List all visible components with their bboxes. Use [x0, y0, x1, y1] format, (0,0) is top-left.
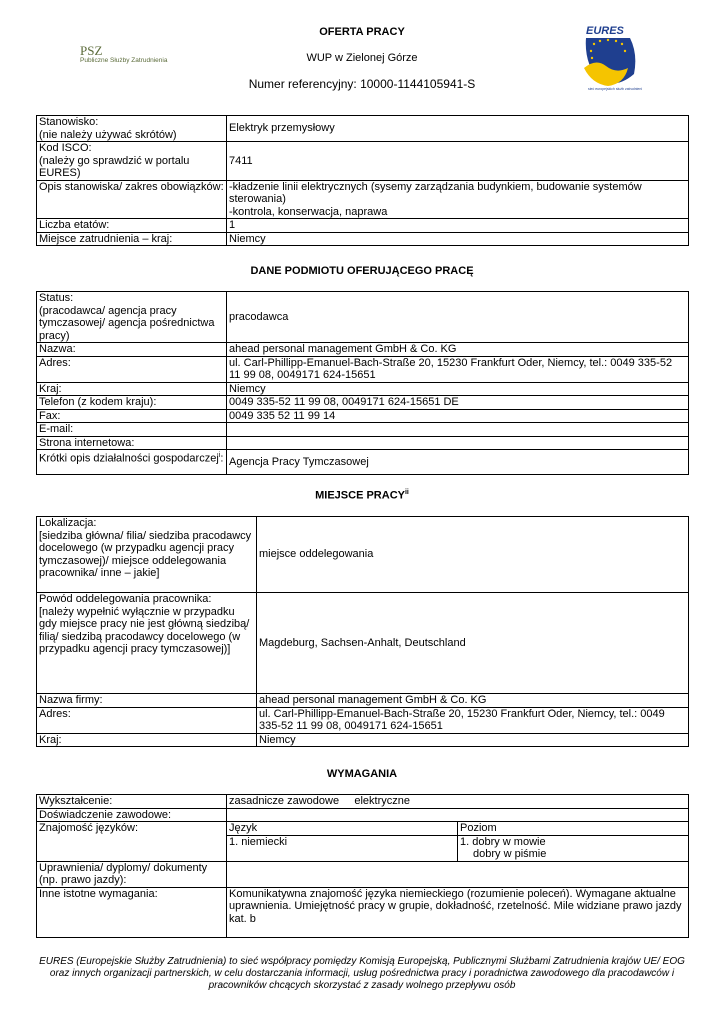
location-value: miejsce oddelegowania: [257, 517, 689, 593]
table-row: [37, 423, 689, 437]
phone-label: Telefon (z kodem kraju):: [37, 396, 227, 410]
table-row: [37, 795, 689, 809]
place-country-label: Kraj:: [37, 733, 257, 747]
place-address-label: Adres:: [37, 707, 257, 733]
employer-address-label: Adres:: [37, 356, 227, 382]
experience-value: [227, 808, 689, 822]
delegation-reason-value: Magdeburg, Sachsen-Anhalt, Deutschland: [257, 593, 689, 694]
positions-count-value: 1: [227, 219, 689, 233]
description-label: Opis stanowiska/ zakres obowiązków:: [37, 180, 227, 219]
employer-table: [36, 291, 689, 475]
eures-logo-text: EURES: [586, 25, 624, 37]
page-subtitle: WUP w Zielonej Górze: [306, 52, 418, 64]
isco-label: [37, 142, 227, 181]
email-value: [227, 423, 689, 437]
place-address-value: ul. Carl-Phillipp-Emanuel-Bach-Straße 20, 15230 Frankfurt Oder, Niemcy, tel.: 0049 335-52 11 99 08, 0049171 624-15651: [257, 707, 689, 733]
footer-note: EURES (Europejskie Służby Zatrudnienia) to sieć współpracy pomiędzy Komisją Europejską, Publicznymi Służbami Zatrudnienia krajów UE/ EOG oraz innych organizacji partnerskich, w celu dostarczania informacji, usług pośrednictwa pracy i poradnictwa zawodowego dla pracodawców i pracowników chcących skorzystać z zasady wolnego przepływu osób: [39, 956, 685, 991]
table-row: [37, 292, 689, 343]
table-row: [37, 861, 689, 887]
fax-label: Fax:: [37, 409, 227, 423]
table-row: [37, 219, 689, 233]
table-row: [37, 822, 689, 836]
other-requirements-value: Komunikatywna znajomość języka niemieckiego (rozumienie poleceń). Wymagane aktualne uprawnienia. Umiejętność pracy w grupie, dokładność, rzetelność. Mile widziane prawo jazdy kat. b: [227, 887, 689, 937]
language-value: 1. niemiecki: [227, 835, 458, 861]
label-text: Stanowisko: (nie należy używać skrótów): [39, 116, 177, 141]
status-label: [37, 292, 227, 343]
requirements-heading: WYMAGANIA: [326, 768, 398, 780]
licenses-label: Uprawnienia/ dyplomy/ dokumenty (np. prawo jazdy):: [37, 861, 227, 887]
experience-label: Doświadczenie zawodowe:: [37, 808, 227, 822]
footnote-marker: i: [218, 452, 221, 459]
table-row: [37, 396, 689, 410]
table-row: [37, 409, 689, 423]
isco-value: 7411: [227, 142, 689, 181]
table-row: [37, 450, 689, 475]
label-tail: :: [220, 452, 224, 465]
table-row: [37, 436, 689, 450]
delegation-reason-label: [37, 593, 257, 694]
table-row: [37, 593, 689, 694]
footnote-marker: ii: [404, 489, 409, 496]
fax-value: 0049 335 52 11 99 14: [227, 409, 689, 423]
table-row: [37, 517, 689, 593]
reference-number: Numer referencyjny: 10000-1144105941-S: [248, 77, 476, 91]
employment-country-value: Niemcy: [227, 232, 689, 246]
employer-name-label: Nazwa:: [37, 343, 227, 357]
page-title: OFERTA PRACY: [319, 26, 405, 38]
status-value: pracodawca: [227, 292, 689, 343]
website-value: [227, 436, 689, 450]
table-row: [37, 382, 689, 396]
business-description-value: Agencja Pracy Tymczasowej: [227, 450, 689, 475]
table-row: [37, 142, 689, 181]
label-text: Krótki opis działalności gospodarczej: [39, 452, 219, 465]
level-value-writing: dobry w piśmie: [473, 848, 547, 860]
psz-logo-main: PSZ: [80, 43, 103, 58]
company-name-label: Nazwa firmy:: [37, 694, 257, 708]
education-value: zasadnicze zawodowe elektryczne: [227, 795, 689, 809]
employer-address-value: ul. Carl-Phillipp-Emanuel-Bach-Straße 20, 15230 Frankfurt Oder, Niemcy, tel.: 0049 335-52 11 99 08, 0049171 624-15651: [227, 356, 689, 382]
company-name-value: ahead personal management GmbH & Co. KG: [257, 694, 689, 708]
employer-heading: DANE PODMIOTU OFERUJĄCEGO PRACĘ: [250, 265, 474, 277]
level-value: [458, 835, 689, 861]
requirements-table: [36, 794, 689, 938]
label-text: Status: (pracodawca/ agencja pracy tymczasowej/ agencja pośrednictwa pracy): [39, 292, 215, 342]
email-label: E-mail:: [37, 423, 227, 437]
table-row: [37, 887, 689, 937]
phone-value: 0049 335-52 11 99 08, 0049171 624-15651 DE: [227, 396, 689, 410]
other-requirements-label: Inne istotne wymagania:: [37, 887, 227, 937]
label-text: Powód oddelegowania pracownika: [należy wypełnić wyłącznie w przypadku gdy miejsce pracy nie jest główną siedzibą/ filią/ siedzibą pracodawcy docelowego (w przypadku agencji pracy tymczasowej)]: [39, 593, 250, 655]
table-row: [37, 356, 689, 382]
table-row: [37, 707, 689, 733]
website-label: Strona internetowa:: [37, 436, 227, 450]
education-label: Wykształcenie:: [37, 795, 227, 809]
job-position-value: Elektryk przemysłowy: [227, 116, 689, 142]
eures-logo-small: sieć europejskich służb zatrudnienia: [588, 87, 642, 91]
description-value: -kładzenie linii elektrycznych (sysemy zarządzania budynkiem, budowanie systemów sterowania) -kontrola, konserwacja, naprawa: [227, 180, 689, 219]
positions-count-label: Liczba etatów:: [37, 219, 227, 233]
languages-label: Znajomość języków:: [37, 822, 227, 862]
label-text: Lokalizacja: [siedziba główna/ filia/ siedziba pracodawcy docelowego (w przypadku agencji pracy tymczasowej)/ miejsce oddelegowania pracownika/ inne – jakie]: [39, 517, 252, 579]
table-row: [37, 733, 689, 747]
employer-country-value: Niemcy: [227, 382, 689, 396]
level-column-header: Poziom: [458, 822, 689, 836]
label-text: Kod ISCO: (należy go sprawdzić w portalu EURES): [39, 142, 190, 179]
psz-logo: [80, 44, 190, 70]
language-column-header: Język: [227, 822, 458, 836]
business-description-label: [37, 450, 227, 475]
table-row: [37, 343, 689, 357]
place-table: [36, 516, 689, 747]
psz-logo-sub: Publiczne Służby Zatrudnienia: [80, 57, 168, 64]
job-position-label: [37, 116, 227, 142]
table-row: [37, 116, 689, 142]
place-heading-text: MIEJSCE PRACY: [315, 489, 405, 502]
employer-country-label: Kraj:: [37, 382, 227, 396]
location-label: [37, 517, 257, 593]
job-table: [36, 115, 689, 246]
level-value-speech: 1. dobry w mowie: [460, 835, 546, 848]
table-row: [37, 694, 689, 708]
licenses-value: [227, 861, 689, 887]
employment-country-label: Miejsce zatrudnienia – kraj:: [37, 232, 227, 246]
place-country-value: Niemcy: [257, 733, 689, 747]
employer-name-value: ahead personal management GmbH & Co. KG: [227, 343, 689, 357]
table-row: [37, 232, 689, 246]
eures-logo: [578, 24, 642, 94]
table-row: [37, 808, 689, 822]
table-row: [37, 180, 689, 219]
place-heading: [0, 489, 724, 502]
